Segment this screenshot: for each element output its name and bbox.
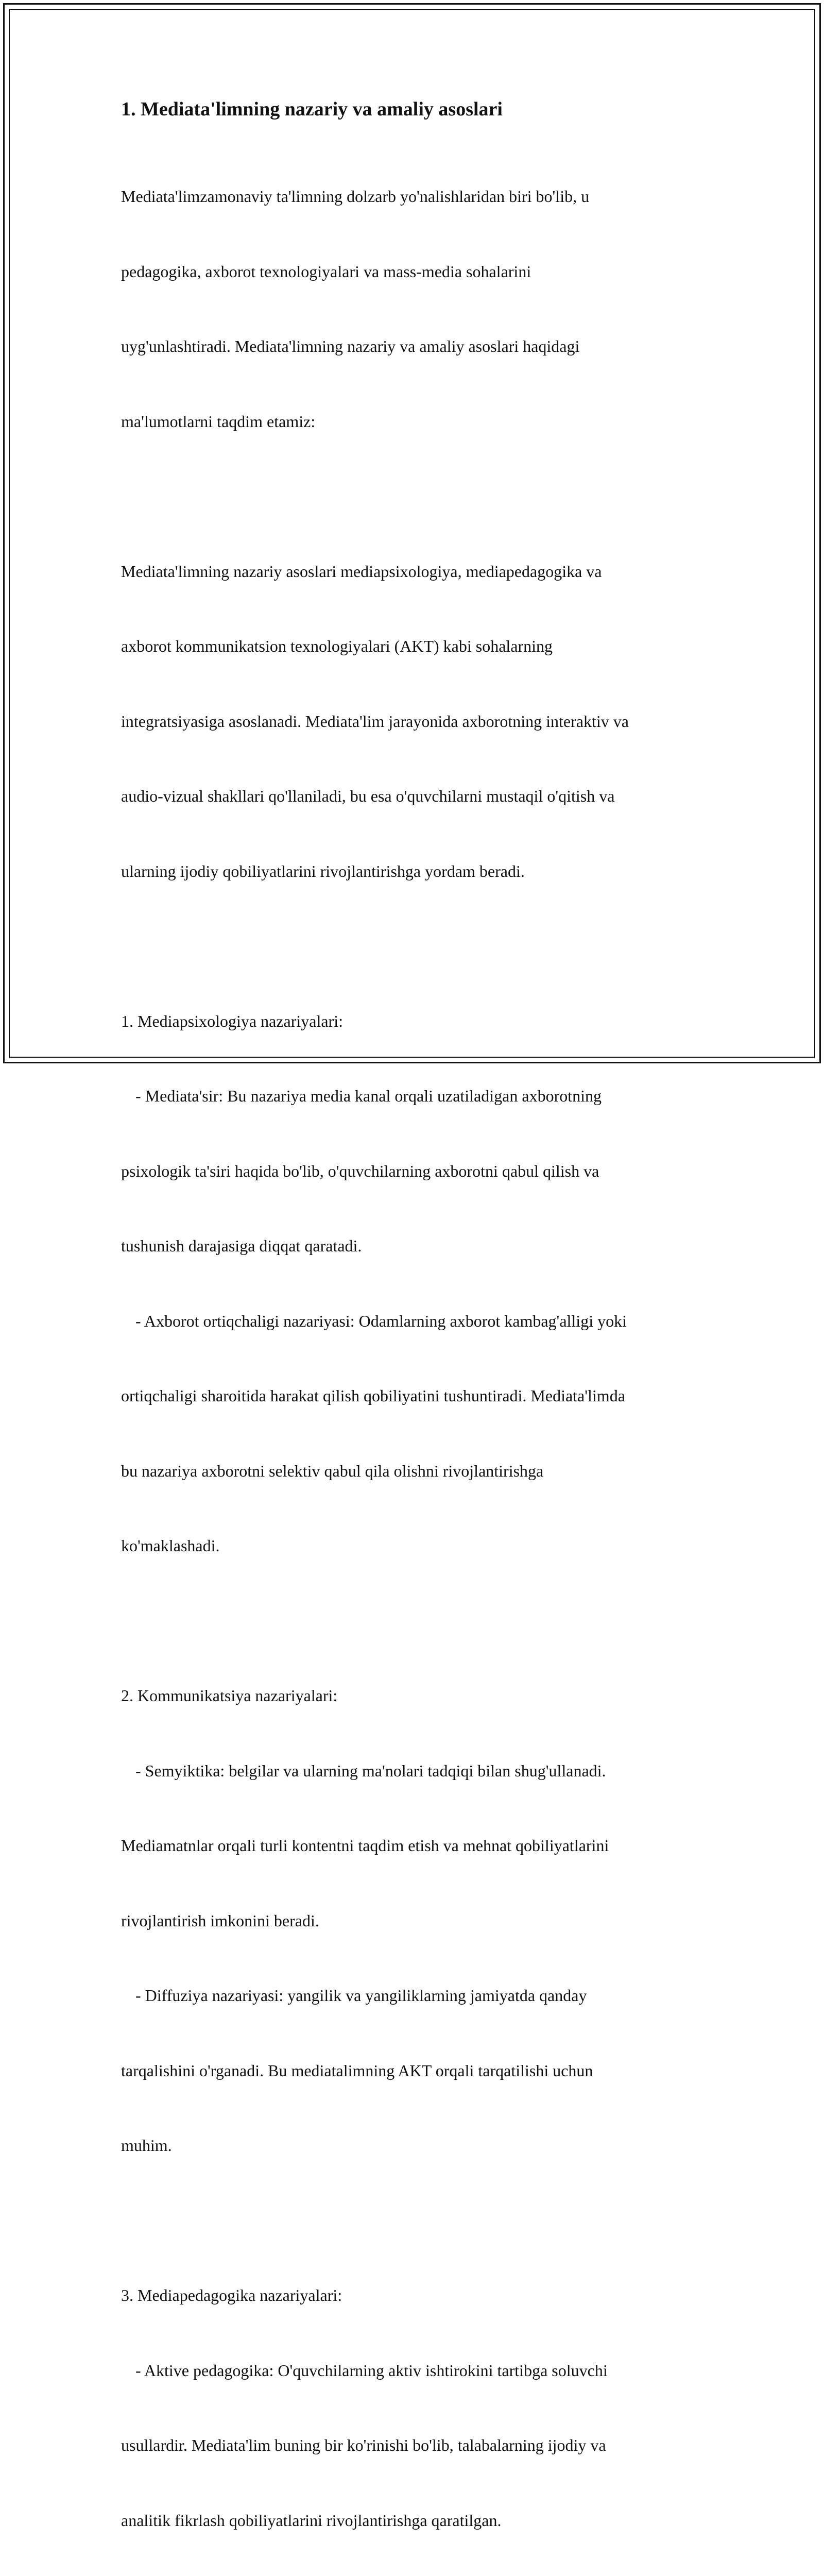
theory-paragraph [121,509,729,934]
text-line: - Semyiktika: belgilar va ularning ma'nolari tadqiqi bilan shug'ullanadi. [135,1761,606,1780]
text-line: Mediata'limning nazariy asoslari mediapsixologiya, mediapedagogika va [121,562,602,581]
list-item-line [121,2358,729,2383]
text-line: - Axborot ortiqchaligi nazariyasi: Odamlarning axborot kambag'alligi yoki [135,1311,627,1330]
list-item-line [121,1758,729,1784]
text-line: ortiqchaligi sharoitida harakat qilish qobiliyatini tushuntiradi. Mediata'limda [121,1386,625,1405]
text-line: axborot kommunikatsion texnologiyalari (AKT) kabi sohalarning [121,637,553,655]
text-line: - Aktive pedagogika: O'quvchilarning aktiv ishtirokini tartibga soluvchi [135,2361,608,2380]
text-line: Mediata'limzamonaviy ta'limning dolzarb yo'nalishlaridan biri bo'lib, u [121,187,590,206]
list-item-line [121,1983,729,2008]
section-mediapedagogika [121,2233,729,2576]
text-line: uyg'unlashtiradi. Mediata'limning nazariy va amaliy asoslari haqidagi [121,337,580,355]
text-line: muhim. [121,2136,172,2155]
text-line: ularning ijodiy qobiliyatlarini rivojlantirishga yordam beradi. [121,861,525,880]
text-line: ko'maklashadi. [121,1536,220,1555]
text-line: ma'lumotlarni taqdim etamiz: [121,412,316,431]
text-line: tarqalishini o'rganadi. Bu mediatalimning AKT orqali tarqatilishi uchun [121,2061,593,2080]
document-title: 1. Mediata'limning nazariy va amaliy asoslari [121,98,503,120]
list-item-line [121,1309,729,1334]
text-line: psixologik ta'siri haqida bo'lib, o'quvchilarning axborotni qabul qilish va [121,1161,599,1180]
text-line: rivojlantirish imkonini beradi. [121,1911,319,1930]
document-body [121,96,729,2576]
paragraph-gap [121,934,729,959]
section-heading: 2. Kommunikatsiya nazariyalari: [121,1686,338,1705]
section-kommunikatsiya [121,1633,729,2208]
section-mediapsixologiya [121,959,729,1608]
text-line: - Diffuziya nazariyasi: yangilik va yangiliklarning jamiyatda qanday [135,1986,587,2005]
text-line: integratsiyasiga asoslanadi. Mediata'lim jarayonida axborotning interaktiv va [121,711,629,731]
section-heading: 3. Mediapedagogika nazariyalari: [121,2286,342,2304]
section-heading: 1. Mediapsixologiya nazariyalari: [121,1011,343,1030]
text-line: pedagogika, axborot texnologiyalari va mass-media sohalarini [121,262,531,281]
paragraph-gap [121,1608,729,1634]
text-line: audio-vizual shakllari qo'llaniladi, bu esa o'quvchilarni mustaqil o'qitish va [121,787,615,805]
list-item-line [121,1083,729,1109]
text-line: Mediamatnlar orqali turli kontentni taqdim etish va mehnat qobiliyatlarini [121,1836,609,1855]
intro-paragraph [121,134,729,484]
paragraph-gap [121,2208,729,2233]
paragraph-gap [121,484,729,509]
text-line: bu nazariya axborotni selektiv qabul qila olishni rivojlantirishga [121,1461,544,1480]
text-line: tushunish darajasiga diqqat qaratadi. [121,1236,362,1255]
text-line: usullardir. Mediata'lim buning bir ko'rinishi bo'lib, talabalarning ijodiy va [121,2436,606,2454]
text-line: - Mediata'sir: Bu nazariya media kanal orqali uzatiladigan axborotning [135,1087,602,1105]
text-line: analitik fikrlash qobiliyatlarini rivojlantirishga qaratilgan. [121,2511,502,2530]
